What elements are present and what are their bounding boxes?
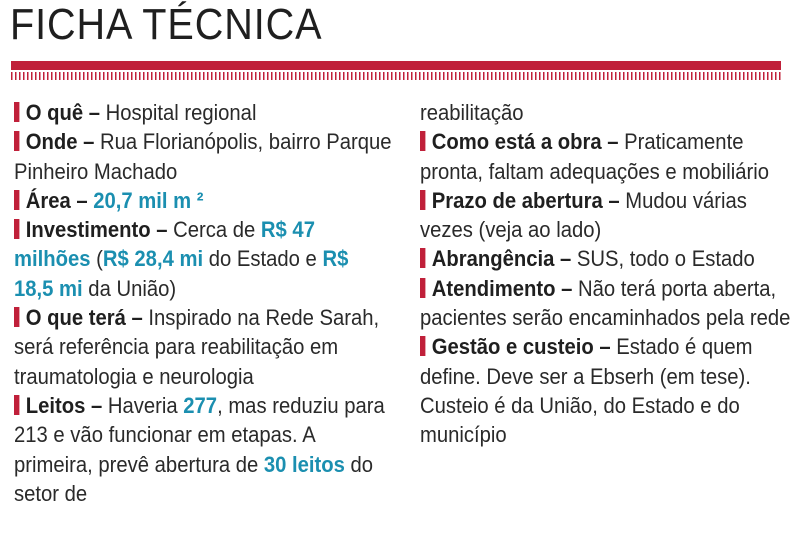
area-value: 20,7 mil m ² xyxy=(87,187,204,213)
item-continuation xyxy=(420,98,792,127)
investment-state: R$ 28,4 mi xyxy=(102,246,204,272)
bullet-marker xyxy=(420,248,425,268)
item-label: O quê – xyxy=(25,100,100,125)
bullet-marker xyxy=(14,131,19,151)
item-text: ( xyxy=(90,246,103,272)
item-o-que-tera xyxy=(14,303,392,391)
investment-total: R$ 47 milhões xyxy=(14,217,315,272)
bullet-marker xyxy=(420,278,425,298)
item-text: Inspirado na Rede Sarah, será referência para reabilitação em traumatologia e neurologia xyxy=(14,305,380,389)
item-onde xyxy=(14,127,392,186)
item-label: Área – xyxy=(25,187,88,213)
item-prazo xyxy=(420,186,792,245)
bullet-marker xyxy=(420,190,425,210)
item-label: Abrangência – xyxy=(431,246,572,272)
beds-first-phase: 30 leitos xyxy=(263,451,345,477)
item-leitos xyxy=(14,391,392,508)
item-label: Como está a obra – xyxy=(431,129,619,155)
bullet-marker xyxy=(14,395,19,415)
item-label: O que terá – xyxy=(25,305,143,331)
item-como-esta xyxy=(420,127,792,186)
item-text: da União) xyxy=(82,275,177,301)
title-divider-bar xyxy=(11,61,781,70)
item-abrangencia xyxy=(420,244,792,273)
item-text: Haveria xyxy=(102,392,184,418)
item-area xyxy=(14,186,392,215)
title-divider-ticks xyxy=(11,72,781,80)
item-text: Não terá porta aberta, pacientes serão encaminhados pela rede xyxy=(420,275,791,331)
item-label: Onde – xyxy=(25,129,95,155)
beds-planned: 277 xyxy=(183,392,218,418)
item-text: , mas reduziu para 213 e vão funcionar em etapas. A primeira, prevê abertura de xyxy=(14,392,385,477)
item-label: Prazo de abertura – xyxy=(431,187,620,213)
item-text: Estado é quem define. Deve ser a Ebserh (em tese). Custeio é da União, do Estado e do município xyxy=(420,334,753,448)
item-text: SUS, todo o Estado xyxy=(571,246,755,272)
bullet-marker xyxy=(14,219,19,239)
item-text: reabilitação xyxy=(420,100,524,125)
investment-union: R$ 18,5 mi xyxy=(14,246,349,301)
item-label: Investimento – xyxy=(25,217,168,243)
item-gestao xyxy=(420,332,792,449)
item-label: Leitos – xyxy=(25,392,103,418)
page-title: FICHA TÉCNICA xyxy=(10,0,323,49)
right-column xyxy=(420,98,792,450)
bullet-marker xyxy=(14,102,19,122)
item-atendimento xyxy=(420,274,792,333)
item-text: do setor de xyxy=(14,451,374,506)
item-investimento xyxy=(14,215,392,303)
item-text: do Estado e xyxy=(203,246,323,272)
item-text: Hospital regional xyxy=(99,100,257,125)
bullet-marker xyxy=(14,307,19,327)
item-text: Praticamente pronta, faltam adequações e mobiliário xyxy=(420,129,769,184)
bullet-marker xyxy=(420,336,425,356)
item-o-que xyxy=(14,98,392,127)
item-label: Atendimento – xyxy=(431,275,573,301)
item-text: Mudou várias vezes (veja ao lado) xyxy=(420,187,747,243)
item-label: Gestão e custeio – xyxy=(431,334,611,360)
item-text: Rua Florianópolis, bairro Parque Pinheiro Machado xyxy=(14,129,392,184)
bullet-marker xyxy=(420,131,425,151)
item-text: Cerca de xyxy=(167,217,261,243)
left-column xyxy=(14,98,392,508)
bullet-marker xyxy=(14,190,19,210)
